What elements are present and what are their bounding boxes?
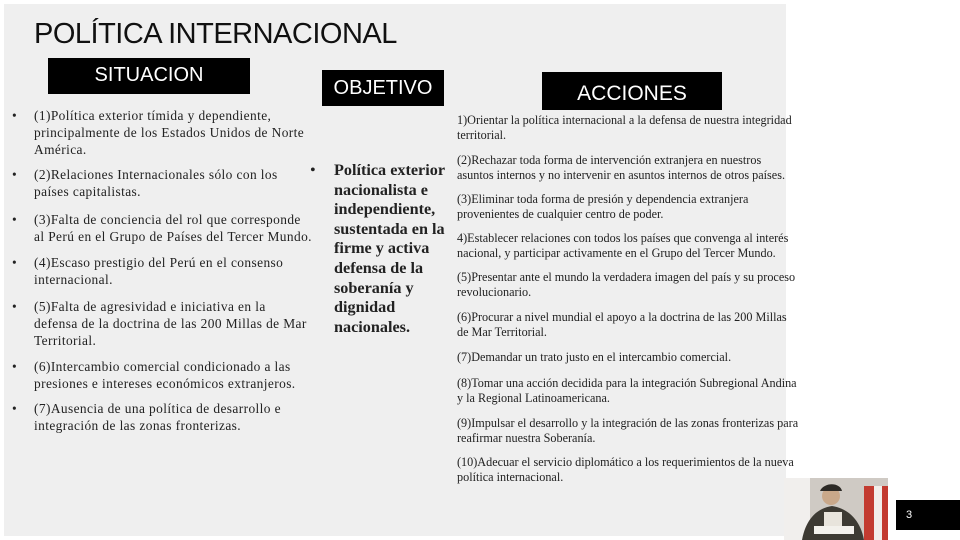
bullet: • [12, 299, 18, 314]
bullet: • [12, 401, 18, 416]
situacion-text: (4)Escaso prestigio del Perú en el consenso internacional. [34, 255, 284, 287]
situacion-text: (1)Política exterior tímida y dependiente, principalmente de los Estados Unidos de Norte América. [34, 108, 305, 157]
acciones-list [457, 113, 799, 485]
bullet: • [12, 255, 18, 270]
objetivo-text: Política exterior nacionalista e independiente, sustentada en la firme y activa defensa de la soberanía y dignidad nacionales. [334, 161, 445, 336]
situacion-header: SITUACION [48, 58, 250, 94]
situacion-item [12, 254, 312, 288]
situacion-text: (5)Falta de agresividad e iniciativa en la defensa de la doctrina de las 200 Millas de Mar Territorial. [34, 299, 307, 348]
situacion-item [12, 400, 312, 434]
bullet: • [12, 359, 18, 374]
accion-item: (7)Demandar un trato justo en el intercambio comercial. [457, 350, 732, 364]
bullet: • [310, 161, 316, 179]
situacion-text: (3)Falta de conciencia del rol que corresponde al Perú en el Grupo de Países del Tercer Mundo. [34, 212, 312, 244]
slide-title: POLÍTICA INTERNACIONAL [34, 18, 397, 50]
acciones-header: ACCIONES [542, 72, 722, 110]
accion-item: (5)Presentar ante el mundo la verdadera imagen del país y su proceso revolucionario. [457, 270, 796, 299]
situacion-text: (6)Intercambio comercial condicionado a las presiones e intereses económicos extranjeros. [34, 359, 296, 391]
bullet: • [12, 167, 18, 182]
bullet: • [12, 108, 18, 123]
situacion-text: (7)Ausencia de una política de desarrollo e integración de las zonas fronterizas. [34, 401, 281, 433]
situacion-item [12, 298, 312, 349]
accion-item: (9)Impulsar el desarrollo y la integración de las zonas fronterizas para reafirmar nuestra Soberanía. [457, 416, 799, 445]
accion-item: (6)Procurar a nivel mundial el apoyo a la doctrina de las 200 Millas de Mar Territorial. [457, 310, 787, 339]
bullet: • [12, 212, 18, 227]
situacion-list [12, 107, 312, 434]
page-number: 3 [896, 500, 960, 530]
right-margin [786, 0, 960, 540]
accion-item: (2)Rechazar toda forma de intervención extranjera en nuestros asuntos internos y no intervenir en asuntos internos de otros países. [457, 153, 785, 182]
accion-item: 1)Orientar la política internacional a la defensa de nuestra integridad territorial. [457, 113, 792, 142]
situacion-item [12, 166, 312, 200]
objetivo-header: OBJETIVO [322, 70, 444, 106]
situacion-text: (2)Relaciones Internacionales sólo con los países capitalistas. [34, 167, 278, 199]
accion-item: (3)Eliminar toda forma de presión y dependencia extranjera provenientes de cualquier centro de poder. [457, 192, 749, 221]
portrait-image [784, 478, 888, 540]
situacion-item [12, 107, 312, 158]
objetivo-item [310, 161, 460, 337]
portrait-photo [784, 478, 888, 540]
accion-item: (10)Adecuar el servicio diplomático a los requerimientos de la nueva política internacional. [457, 455, 794, 484]
accion-item: (8)Tomar una acción decidida para la integración Subregional Andina y la Regional Latinoamericana. [457, 376, 797, 405]
objetivo-list [310, 161, 460, 337]
situacion-item [12, 358, 312, 392]
situacion-item [12, 211, 312, 245]
accion-item: 4)Establecer relaciones con todos los países que convenga al interés nacional, y participar activamente en el Grupo del Tercer Mundo. [457, 231, 789, 260]
